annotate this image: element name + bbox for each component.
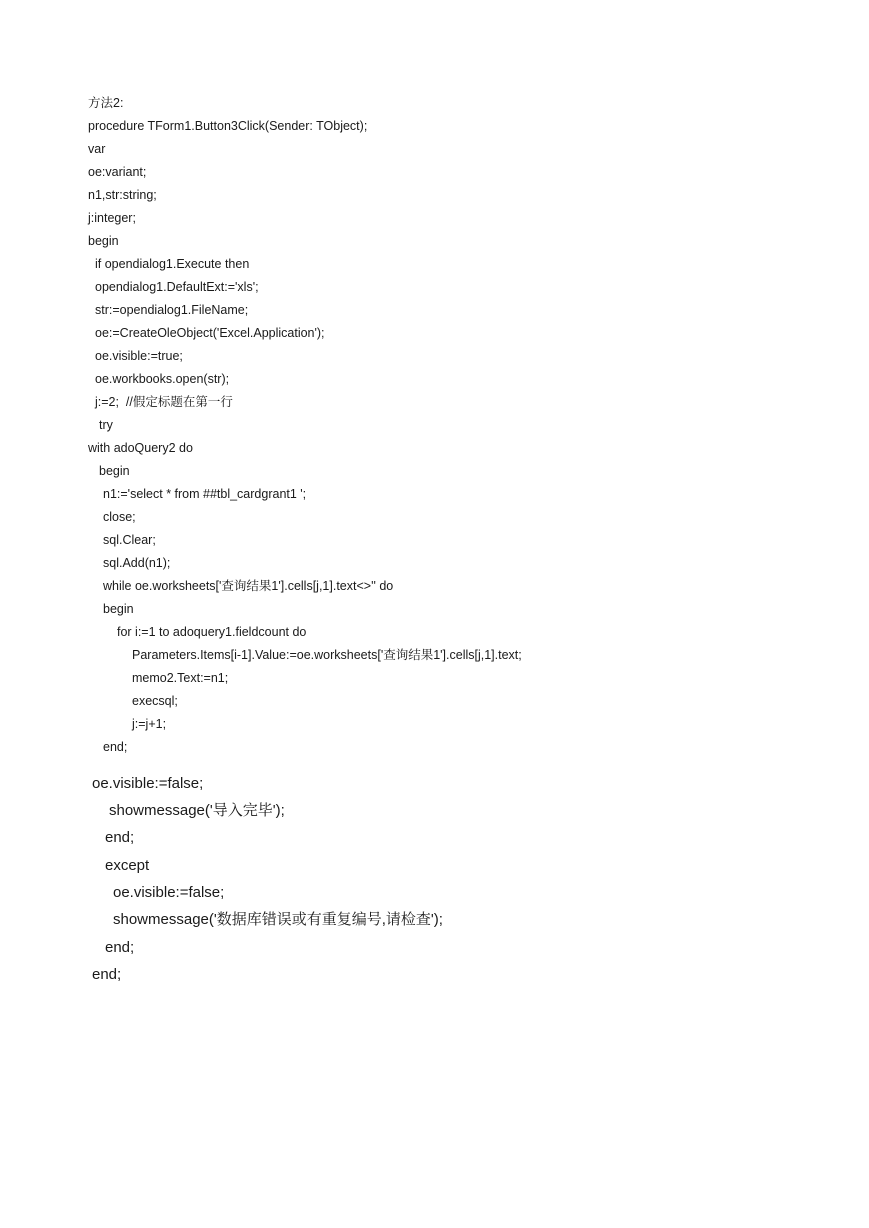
code-line: showmessage('导入完毕');: [109, 802, 285, 819]
code-line: end;: [103, 740, 128, 754]
code-line: except: [105, 857, 150, 874]
code-line: n1,str:string;: [88, 188, 157, 202]
heading-method-2: 方法2:: [88, 96, 124, 110]
code-line: sql.Clear;: [103, 533, 156, 547]
code-line: sql.Add(n1);: [103, 556, 171, 570]
code-line: begin: [88, 234, 119, 248]
code-line: oe.visible:=false;: [113, 884, 225, 901]
code-line: try: [99, 418, 113, 432]
code-line: j:=j+1;: [132, 717, 167, 731]
code-line: begin: [103, 602, 134, 616]
code-line: n1:='select * from ##tbl_cardgrant1 ';: [103, 487, 307, 501]
code-line: end;: [105, 939, 135, 956]
code-line: oe.workbooks.open(str);: [95, 372, 230, 386]
code-line: while oe.worksheets['查询结果1'].cells[j,1].text<>'' do: [103, 579, 394, 593]
code-line: oe.visible:=false;: [92, 775, 204, 792]
code-line: close;: [103, 510, 136, 524]
code-line: with adoQuery2 do: [88, 441, 193, 455]
code-line: showmessage('数据库错误或有重复编号,请检查');: [113, 911, 443, 928]
code-line: Parameters.Items[i-1].Value:=oe.worksheets['查询结果1'].cells[j,1].text;: [132, 648, 522, 662]
code-line: for i:=1 to adoquery1.fieldcount do: [117, 625, 307, 639]
code-line: opendialog1.DefaultExt:='xls';: [95, 280, 259, 294]
code-line: end;: [105, 829, 135, 846]
code-line: procedure TForm1.Button3Click(Sender: TObject);: [88, 119, 368, 133]
code-line: memo2.Text:=n1;: [132, 671, 229, 685]
code-line: j:integer;: [88, 211, 136, 225]
code-line: oe:=CreateOleObject('Excel.Application');: [95, 326, 325, 340]
code-line: oe:variant;: [88, 165, 147, 179]
code-line: execsql;: [132, 694, 178, 708]
code-line: if opendialog1.Execute then: [95, 257, 250, 271]
code-line: j:=2; //假定标题在第一行: [95, 395, 233, 409]
code-line: begin: [99, 464, 130, 478]
code-line: str:=opendialog1.FileName;: [95, 303, 249, 317]
code-line: oe.visible:=true;: [95, 349, 183, 363]
code-line: end;: [92, 966, 122, 983]
code-line: var: [88, 142, 106, 156]
